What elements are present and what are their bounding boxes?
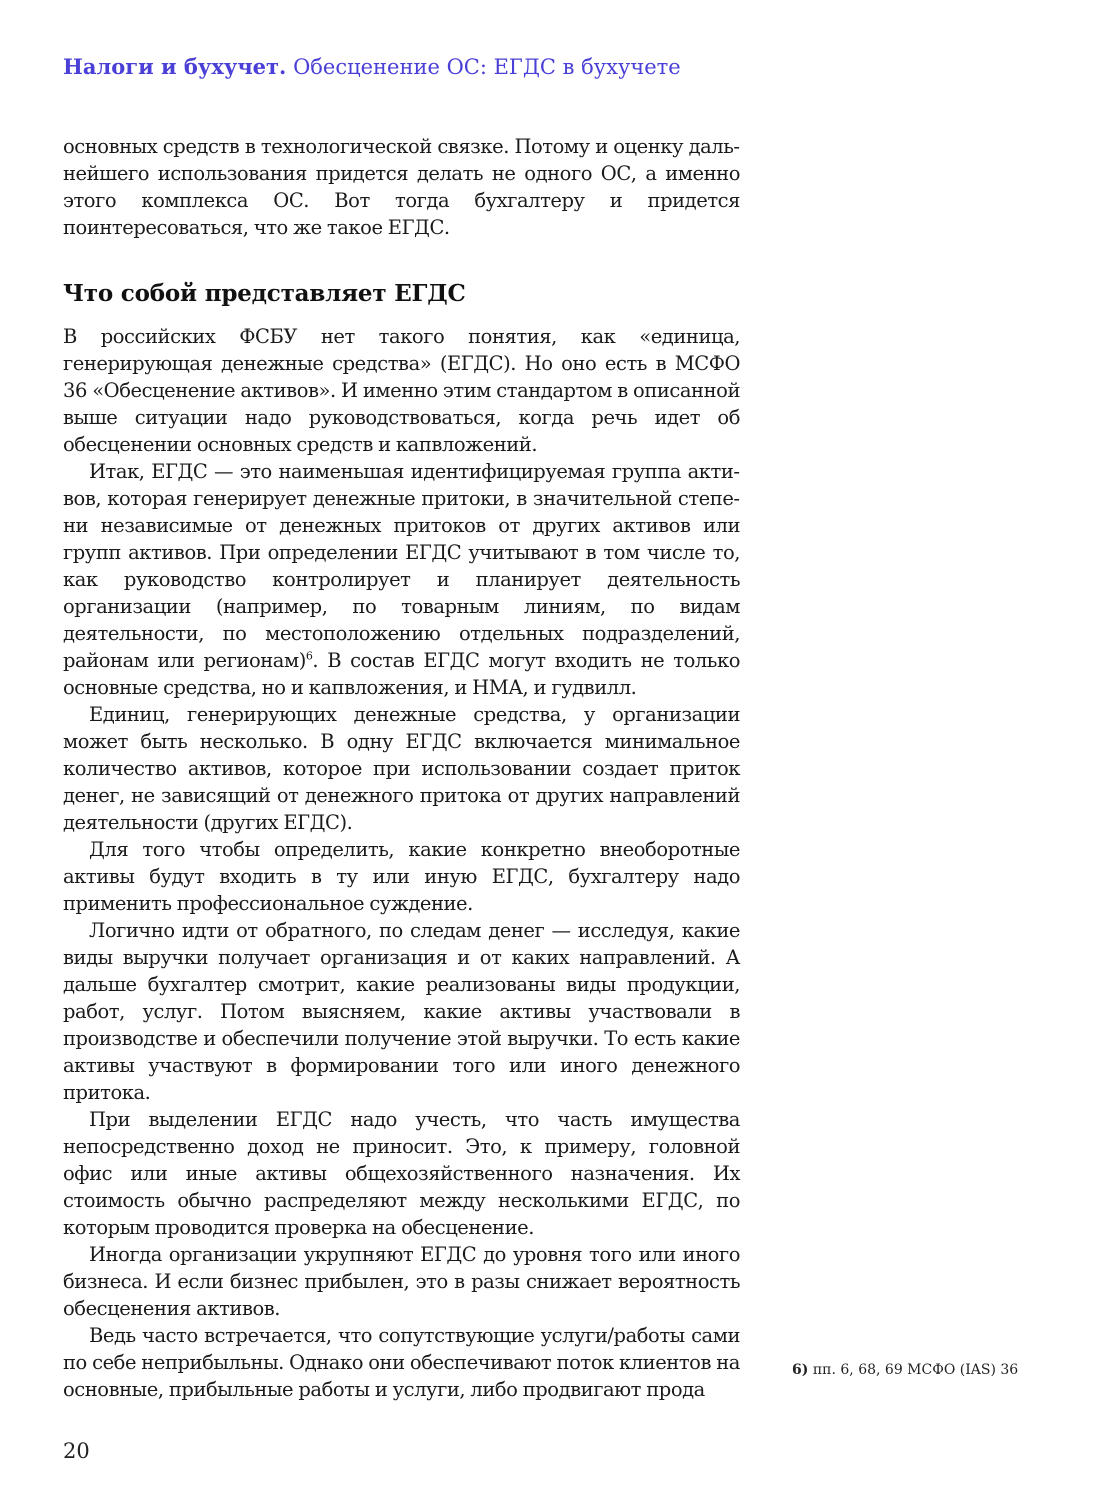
footnote-reference: 6 (305, 649, 313, 663)
footnote-marker: 6) (792, 1362, 809, 1378)
footnote (792, 1360, 1092, 1380)
intro-paragraph: основных средств в технологической связке. Потому и оценку дальнейшего использования придется делать не одного ОС, а именно этого комплекса ОС. Вот тогда бухгалтеру и придется поинтересоваться, что же такое ЕГДС. (63, 135, 740, 239)
paragraph-5: Логично идти от обратного, по следам денег — исследуя, какие виды выручки получает организация и от каких направлений. А дальше бухгалтер смотрит, какие реализованы виды продукции, работ, услуг. Потом выясняем, какие активы участвовали в производстве и обеспечили получение этой выручки. То есть какие активы участвуют в формировании того или иного денежного притока. (63, 919, 740, 1104)
paragraph-7: Иногда организации укрупняют ЕГДС до уровня того или иного бизнеса. И если бизнес прибылен, это в разы снижает вероятность обесценения активов. (63, 1243, 740, 1320)
page-number: 20 (63, 1439, 90, 1463)
running-head-section: Налоги и бухучет. (63, 54, 287, 79)
paragraph-4: Для того чтобы определить, какие конкретно внеоборотные активы будут входить в ту или иную ЕГДС, бухгалтеру надо применить профессиональное суждение. (63, 838, 740, 915)
running-head-title: Обесценение ОС: ЕГДС в бухучете (293, 55, 681, 79)
paragraph-2 (63, 458, 740, 701)
paragraph-2-text: Итак, ЕГДС — это наименьшая идентифицируемая группа активов, которая генерирует денежные притоки, в значительной степени независимые от денежных притоков от других активов или групп активов. При определении ЕГДС учитывают в том числе то, как руководство контролирует и планирует деятельность организации (например, по товарным линиям, по видам деятельности, по местоположению отдельных подразделений, районам или регионам) (63, 460, 740, 672)
paragraph-6: При выделении ЕГДС надо учесть, что часть имущества непосредственно доход не приносит. Это, к примеру, головной офис или иные активы общехозяйственного назначения. Их стоимость обычно распределяют между несколькими ЕГДС, по которым проводится проверка на обесценение. (63, 1108, 740, 1239)
paragraph-3: Единиц, генерирующих денежные средства, у организации может быть несколько. В одну ЕГДС включается минимальное количество активов, которое при использовании создает приток денег, не зависящий от денежного притока от других направлений деятельности (других ЕГДС). (63, 703, 740, 834)
footnote-text: пп. 6, 68, 69 МСФО (IAS) 36 (812, 1362, 1019, 1378)
paragraph-8: Ведь часто встречается, что сопутствующие услуги/работы сами по себе неприбыльны. Однако они обеспечивают поток клиентов на основные, прибыльные работы и услуги, либо продвигают прода (63, 1324, 740, 1401)
running-head (63, 54, 681, 80)
section-heading: Что собой представляет ЕГДС (63, 280, 466, 307)
article-body (63, 133, 740, 1403)
paragraph-1: В российских ФСБУ нет такого понятия, как «единица, генерирующая денежные средства» (ЕГДС). Но оно есть в МСФО 36 «Обесценение активов». И именно этим стандартом в описанной выше ситуации надо руководствоваться, когда речь идет об обесценении основных средств и капвложений. (63, 325, 740, 456)
paragraph-2-period: . (312, 649, 319, 672)
paragraph-2-continuation: В состав ЕГДС могут входить не только основные средства, но и капвложения, и НМА, и гудвилл. (63, 649, 740, 699)
